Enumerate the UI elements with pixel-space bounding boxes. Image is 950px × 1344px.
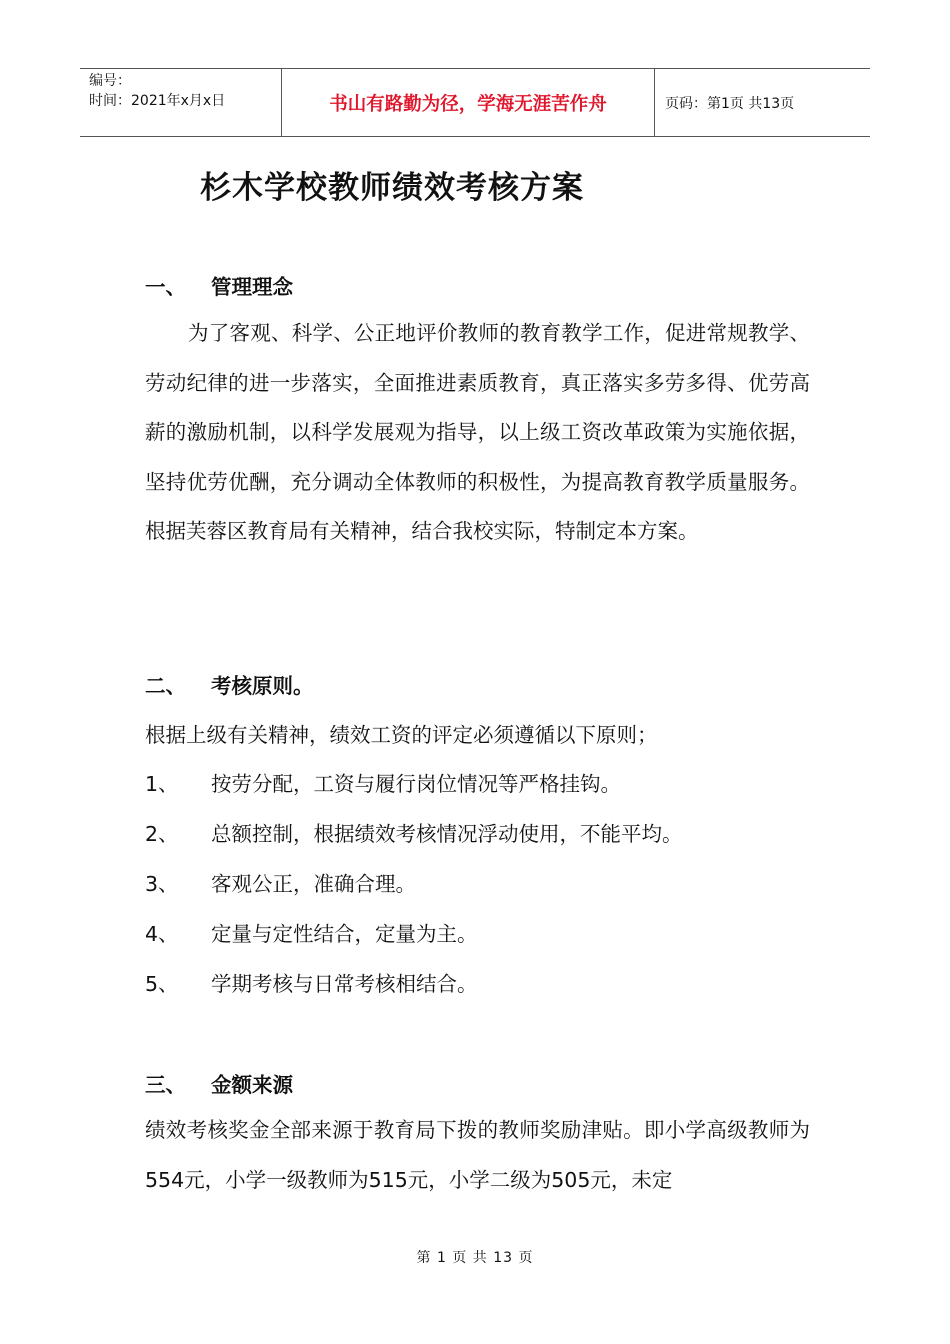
section-heading-1 [145, 270, 293, 300]
time-label: 时间：2021年x月x日 [89, 93, 226, 109]
section-title: 金额来源 [211, 1073, 293, 1097]
document-title: 杉木学校教师绩效考核方案 [200, 170, 584, 206]
page-footer: 第 1 页 共 13 页 [416, 1250, 534, 1266]
number-label: 编号： [89, 73, 131, 89]
list-item-text: 总额控制，根据绩效考核情况浮动使用，不能平均。 [211, 822, 683, 846]
section-heading-3 [145, 1068, 293, 1098]
list-item-text: 按劳分配，工资与履行岗位情况等严格挂钩。 [211, 772, 621, 796]
list-item [145, 917, 478, 947]
header-motto: 书山有路勤为径，学海无涯苦作舟 [282, 69, 655, 136]
section-title: 管理理念 [211, 275, 293, 299]
section-title: 考核原则。 [211, 674, 314, 698]
section-3-paragraph: 绩效考核奖金全部来源于教育局下拨的教师奖励津贴。即小学高级教师为554元，小学一级教师为515元，小学二级为505元，未定 [145, 1118, 810, 1192]
list-item-number: 1、 [145, 772, 179, 796]
list-item-text: 定量与定性结合，定量为主。 [211, 922, 478, 946]
header-page-info: 页码：第1页 共13页 [665, 95, 795, 112]
list-item-number: 3、 [145, 872, 179, 896]
list-item-number: 4、 [145, 922, 179, 946]
list-item-text: 学期考核与日常考核相结合。 [211, 972, 478, 996]
section-1-paragraph: 为了客观、科学、公正地评价教师的教育教学工作，促进常规教学、劳动纪律的进一步落实，全面推进素质教育，真正落实多劳多得、优劳高薪的激励机制，以科学发展观为指导，以上级工资改革政策为实施依据，坚持优劳优酬，充分调动全体教师的积极性，为提高教育教学质量服务。根据芙蓉区教育局有关精神，结合我校实际，特制定本方案。 [145, 321, 810, 544]
list-item [145, 817, 683, 847]
section-number: 二、 [145, 674, 186, 698]
list-item-text: 客观公正，准确合理。 [211, 872, 416, 896]
list-item [145, 967, 478, 997]
list-item-number: 5、 [145, 972, 179, 996]
section-heading-2 [145, 669, 314, 699]
section-2-intro: 根据上级有关精神，绩效工资的评定必须遵循以下原则； [145, 723, 658, 747]
list-item [145, 767, 621, 797]
section-number: 三、 [145, 1073, 186, 1097]
list-item [145, 867, 416, 897]
header-table [80, 68, 870, 137]
header-meta-cell [80, 69, 282, 136]
section-number: 一、 [145, 275, 186, 299]
list-item-number: 2、 [145, 822, 179, 846]
